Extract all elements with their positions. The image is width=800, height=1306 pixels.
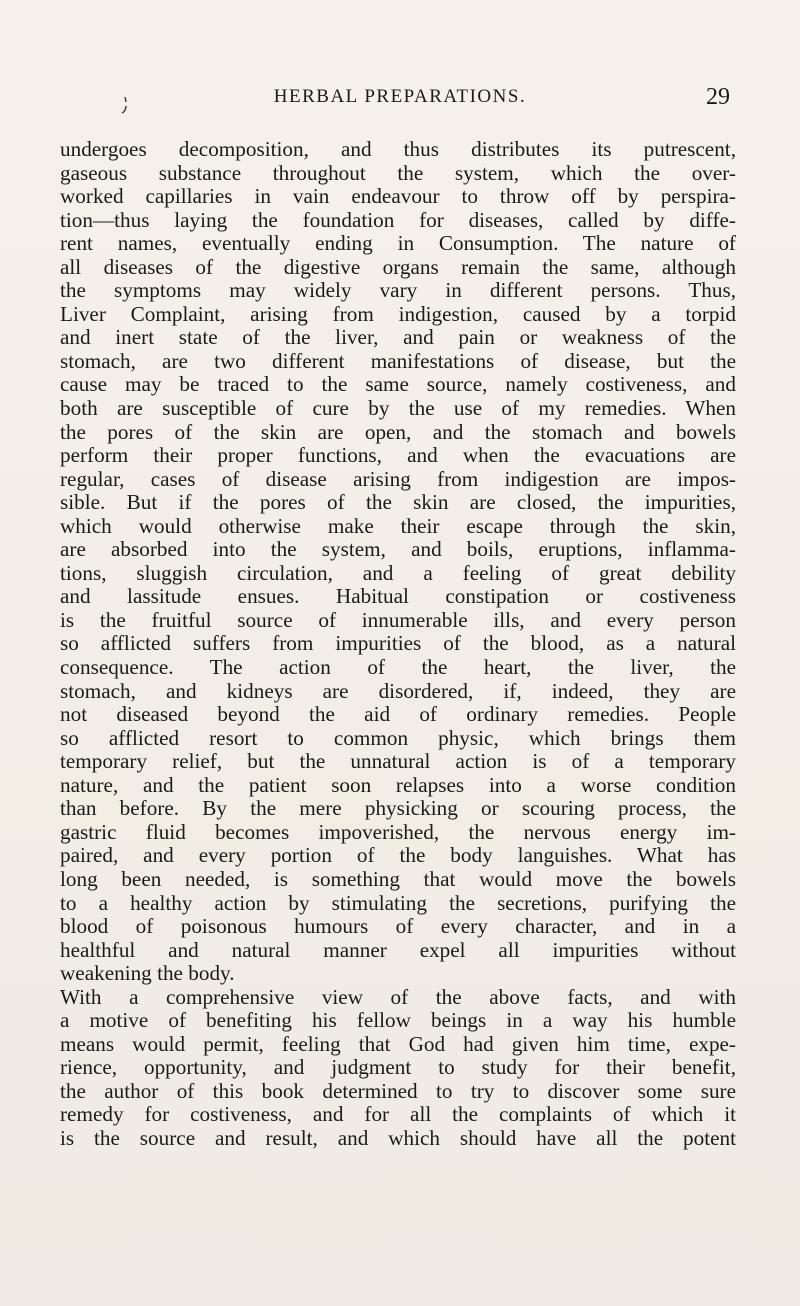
body-text — [60, 138, 736, 1151]
text-line: With a comprehensive view of the above facts, and with — [60, 984, 736, 1009]
text-line: perform their proper functions, and when the evacuations are — [60, 443, 736, 468]
text-line: to a healthy action by stimulating the secretions, purifying the — [60, 890, 736, 915]
text-line: remedy for costiveness, and for all the complaints of which it — [60, 1102, 736, 1127]
text-line: are absorbed into the system, and boils, eruptions, inflamma- — [60, 537, 736, 562]
running-title: HERBAL PREPARATIONS. — [273, 86, 527, 107]
text-line: not diseased beyond the aid of ordinary remedies. People — [60, 702, 736, 727]
text-line: tions, sluggish circulation, and a feeling of great debility — [60, 560, 736, 585]
text-line: than before. By the mere physicking or scouring process, the — [60, 796, 736, 821]
text-line: regular, cases of disease arising from indigestion are impos- — [60, 466, 736, 491]
text-line: is the source and result, and which should have all the potent — [60, 1125, 736, 1150]
text-line: nature, and the patient soon relapses into a worse condition — [60, 772, 736, 797]
text-line: a motive of benefiting his fellow beings in a way his humble — [60, 1008, 736, 1033]
text-line: rent names, eventually ending in Consumption. The nature of — [60, 231, 736, 256]
text-line: weakening the body. — [60, 961, 235, 986]
text-line: rience, opportunity, and judgment to study for their benefit, — [60, 1055, 736, 1080]
text-line: worked capillaries in vain endeavour to throw off by perspira- — [60, 184, 736, 209]
text-line: tion—thus laying the foundation for diseases, called by diffe- — [60, 207, 736, 232]
page-number: 29 — [706, 84, 730, 110]
text-line: cause may be traced to the same source, namely costiveness, and — [60, 372, 736, 397]
text-line: the symptoms may widely vary in different persons. Thus, — [60, 278, 736, 303]
text-line: long been needed, is something that would move the bowels — [60, 866, 736, 891]
text-line: so afflicted resort to common physic, which brings them — [60, 725, 736, 750]
text-line: healthful and natural manner expel all impurities without — [60, 937, 736, 962]
text-line: blood of poisonous humours of every character, and in a — [60, 914, 736, 939]
text-line: the author of this book determined to try to discover some sure — [60, 1078, 736, 1103]
text-line: the pores of the skin are open, and the stomach and bowels — [60, 419, 736, 444]
text-line: gaseous substance throughout the system, which the over- — [60, 160, 736, 185]
text-line: paired, and every portion of the body languishes. What has — [60, 843, 736, 868]
text-line: means would permit, feeling that God had given him time, expe- — [60, 1031, 736, 1056]
text-line: which would otherwise make their escape through the skin, — [60, 513, 736, 538]
text-line: all diseases of the digestive organs remain the same, although — [60, 254, 736, 279]
text-line: so afflicted suffers from impurities of the blood, as a natural — [60, 631, 736, 656]
text-line: is the fruitful source of innumerable ills, and every person — [60, 607, 736, 632]
text-line: consequence. The action of the heart, the liver, the — [60, 655, 736, 680]
text-line: sible. But if the pores of the skin are closed, the impurities, — [60, 490, 736, 515]
text-line: temporary relief, but the unnatural action is of a temporary — [60, 749, 736, 774]
text-line: gastric fluid becomes impoverished, the nervous energy im- — [60, 819, 736, 844]
text-line: stomach, and kidneys are disordered, if, indeed, they are — [60, 678, 736, 703]
text-line: undergoes decomposition, and thus distributes its putrescent, — [60, 137, 736, 161]
text-line: and inert state of the liver, and pain or weakness of the — [60, 325, 736, 350]
text-line: and lassitude ensues. Habitual constipation or costiveness — [60, 584, 736, 609]
text-line: stomach, are two different manifestations of disease, but the — [60, 348, 736, 373]
text-line: both are susceptible of cure by the use of my remedies. When — [60, 396, 736, 421]
text-line: Liver Complaint, arising from indigestion, caused by a torpid — [60, 301, 736, 326]
running-head — [70, 86, 730, 116]
